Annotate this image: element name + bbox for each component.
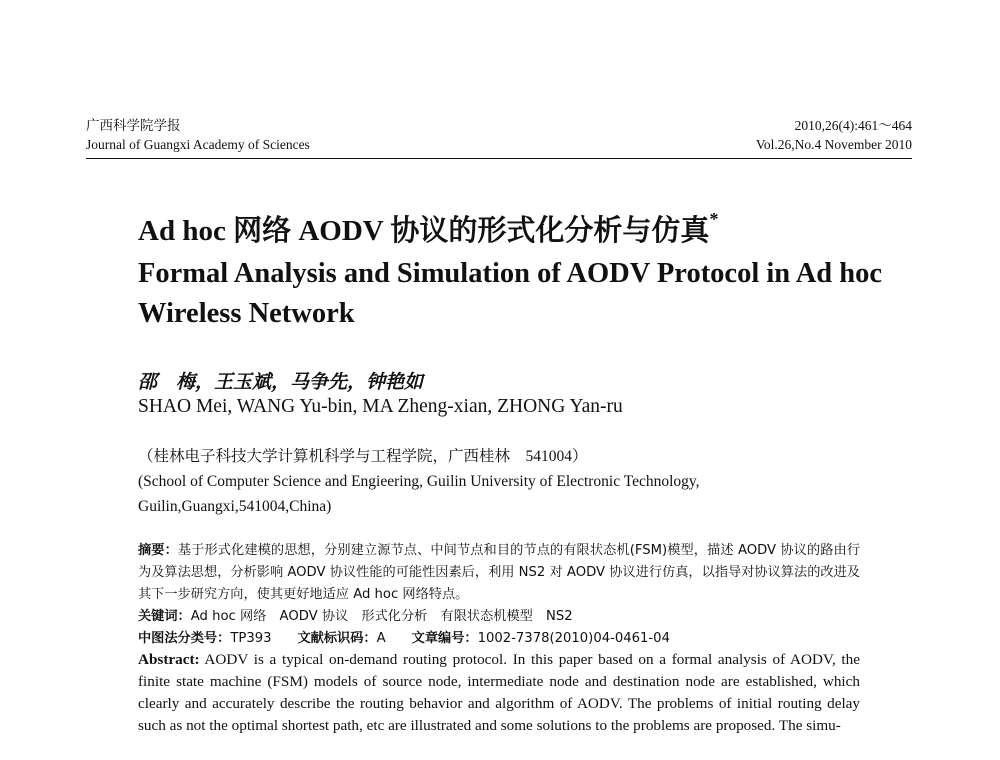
title-footnote-mark: * xyxy=(709,209,719,230)
classification-line xyxy=(138,628,670,650)
abstract-zh xyxy=(138,540,860,606)
keywords-label: 关键词： xyxy=(138,609,191,624)
doc-code-value: A xyxy=(376,631,386,646)
abstract-zh-text: 基于形式化建模的思想，分别建立源节点、中间节点和目的节点的有限状态机(FSM)模型，描述 AODV 协议的路由行为及算法思想，分析影响 AODV 协议性能的可能性因素后，利用 NS2 对 AODV 协议进行仿真，以指导对协议算法的改进及其下一步研究方向，使其更好地适应 Ad hoc 网络特点。 xyxy=(138,543,861,602)
clc-label: 中图法分类号： xyxy=(138,631,231,646)
clc-value: TP393 xyxy=(230,631,272,646)
journal-name-en: Journal of Guangxi Academy of Sciences xyxy=(86,137,310,152)
article-number-value: 1002-7378(2010)04-0461-04 xyxy=(477,631,670,646)
article-number-label: 文章编号： xyxy=(411,631,478,646)
title-en: Formal Analysis and Simulation of AODV Protocol in Ad hoc Wireless Network xyxy=(138,258,883,329)
title-zh-text: Ad hoc 网络 AODV 协议的形式化分析与仿真 xyxy=(138,215,710,247)
abstract-en-label: Abstract: xyxy=(138,651,200,668)
keywords xyxy=(138,606,573,628)
affiliation-zh: （桂林电子科技大学计算机科学与工程学院，广西桂林 541004） xyxy=(138,448,588,465)
journal-name-zh: 广西科学院学报 xyxy=(86,118,181,133)
abstract-en-text: AODV is a typical on-demand routing protocol. In this paper based on a formal analysis of AODV, the finite state machine (FSM) models of source node, intermediate node and destination node are established, which clearly and accurately describe the routing behavior and algorithm of AODV. The problems of initial routing delay such as not the optimal shortest path, etc are illustrated and some solutions to the problems are proposed. The simu- xyxy=(138,651,860,734)
authors-zh: 邵 梅，王玉斌，马争先，钟艳如 xyxy=(138,372,424,393)
journal-header xyxy=(86,116,912,154)
issue-info: Vol.26,No.4 November 2010 xyxy=(755,137,912,152)
abstract-en xyxy=(138,649,860,737)
keywords-text: Ad hoc 网络 AODV 协议 形式化分析 有限状态机模型 NS2 xyxy=(190,609,573,624)
doc-code-label: 文献标识码： xyxy=(297,631,377,646)
authors-en: SHAO Mei, WANG Yu-bin, MA Zheng-xian, ZHONG Yan-ru xyxy=(138,396,623,417)
affiliation-en: (School of Computer Science and Engieering, Guilin University of Electronic Technology, Guilin,Guangxi,541004,China) xyxy=(138,473,700,515)
header-rule xyxy=(86,158,912,159)
abstract-zh-label: 摘要： xyxy=(138,543,178,558)
citation: 2010,26(4):461～464 xyxy=(794,118,912,133)
title-zh xyxy=(138,208,718,249)
